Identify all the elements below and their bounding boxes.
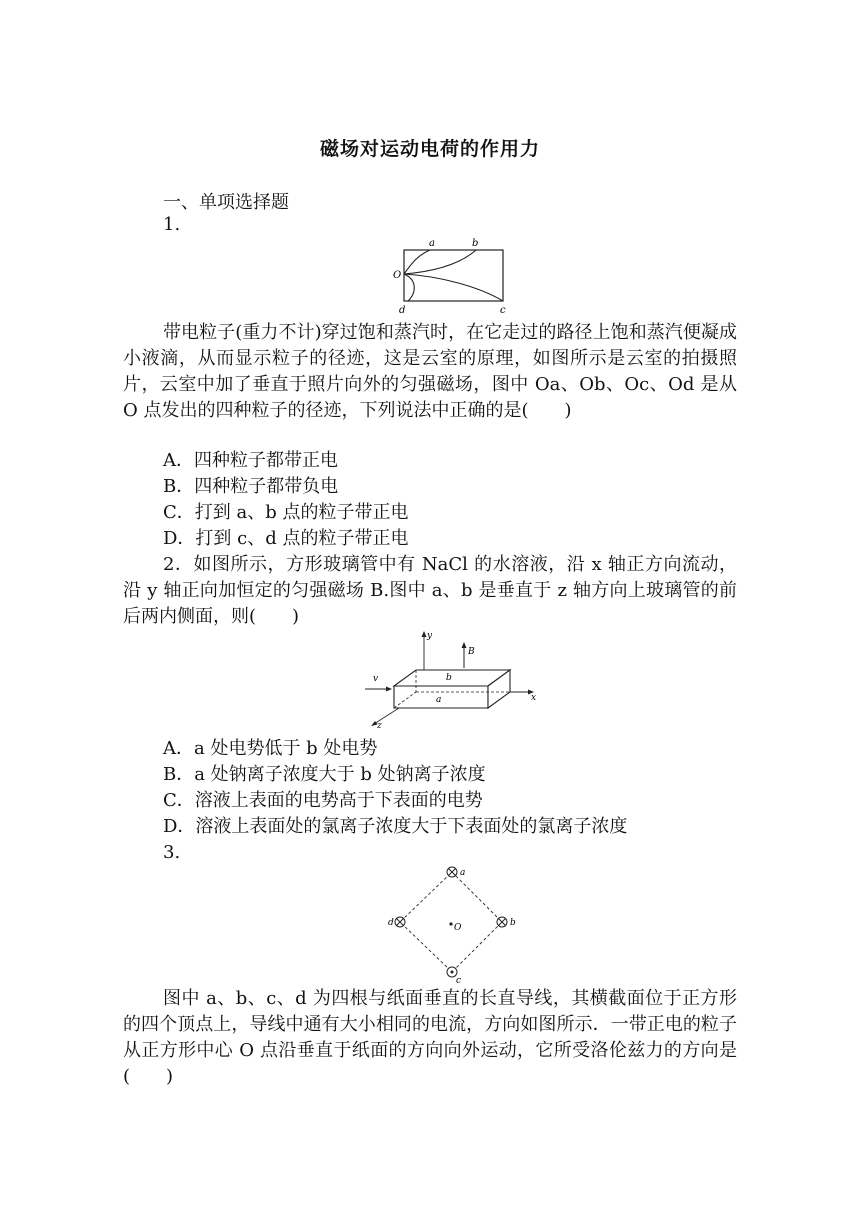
q2-option-d: D．溶液上表面处的氯离子浓度大于下表面处的氯离子浓度 [163,816,628,837]
q3-label-c: c [456,976,462,984]
q2-label-x: x [531,693,537,703]
q2-label-y: y [427,631,433,641]
q1-option-d: D．打到 c、d 点的粒子带正电 [163,528,409,549]
section-heading: 一、单项选择题 [163,192,289,213]
q1-label-b: b [472,238,479,249]
page-title: 磁场对运动电荷的作用力 [319,138,540,160]
q1-track-oa [404,250,430,274]
q2-label-z: z [377,721,382,731]
q3-center-point [449,922,452,925]
q3-label-b: b [510,918,516,928]
q2-label-v: v [373,674,379,684]
q1-track-ob [404,250,476,274]
q1-cloud-chamber-figure [388,236,518,318]
q3-label-d: d [388,918,394,928]
q2-label-a: a [436,695,442,705]
q3-wire-d-cross-icon [395,917,405,927]
q2-glass-tube-figure [360,628,550,734]
q2-option-c: C．溶液上表面的电势高于下表面的电势 [163,790,483,811]
q1-label-a: a [429,238,435,249]
q1-track-oc [404,274,503,301]
q2-label-b: b [446,673,452,683]
q1-label-o: O [393,270,402,281]
q3-wire-b-cross-icon [497,917,507,927]
q3-wires-figure [380,862,520,984]
q1-stem: 带电粒子(重力不计)穿过饱和蒸汽时，在它走过的路径上饱和蒸汽便凝成小液滴，从而显示粒子的径迹，这是云室的原理，如图所示是云室的拍摄照片，云室中加了垂直于照片向外的匀强磁场，图中 Oa、Ob、Oc、Od 是从 O 点发出的四种粒子的径迹，下列说法中正确的是( ) [123,322,737,421]
q2-option-a: A．a 处电势低于 b 处电势 [163,738,378,759]
q1-number: 1. [163,214,181,235]
q1-label-c: c [500,305,506,316]
q3-wire-a-cross-icon [447,867,457,877]
q2-label-B: B [468,647,475,657]
q1-option-b: B．四种粒子都带负电 [163,476,339,497]
q2-stem: 2．如图所示，方形玻璃管中有 NaCl 的水溶液，沿 x 轴正方向流动，沿 y 轴正向加恒定的匀强磁场 B.图中 a、b 是垂直于 z 轴方向上玻璃管的前后两内侧面，则( ) [123,554,737,627]
q1-label-d: d [399,305,406,316]
q3-number: 3. [163,842,181,863]
q2-option-b: B．a 处钠离子浓度大于 b 处钠离子浓度 [163,764,486,785]
q1-track-od [404,274,414,301]
q1-option-c: C．打到 a、b 点的粒子带正电 [163,502,409,523]
q3-label-o: O [454,923,462,933]
q3-stem: 图中 a、b、c、d 为四根与纸面垂直的长直导线，其横截面位于正方形的四个顶点上，导线中通有大小相同的电流，方向如图所示．一带正电的粒子从正方形中心 O 点沿垂直于纸面的方向向外运动，它所受洛伦兹力的方向是( ) [123,988,737,1087]
q3-label-a: a [460,868,466,878]
q1-option-a: A．四种粒子都带正电 [163,450,338,471]
